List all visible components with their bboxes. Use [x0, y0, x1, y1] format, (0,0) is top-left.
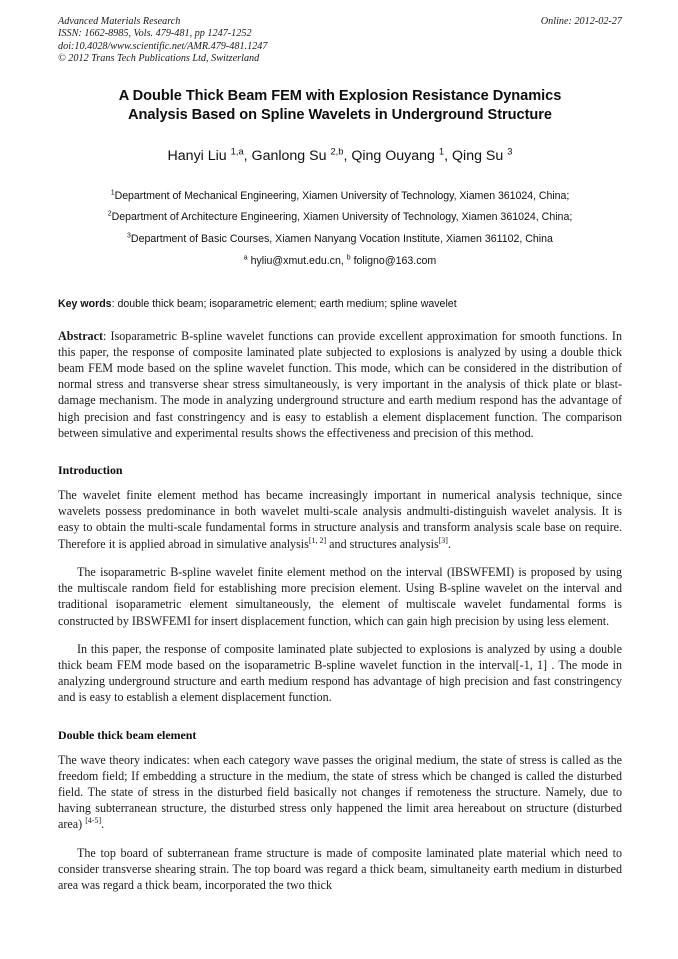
- abstract-label: Abstract: [58, 328, 104, 343]
- corresponding-emails: [58, 251, 622, 273]
- keywords-value: double thick beam; isoparametric element; earth medium; spline wavelet: [117, 297, 457, 310]
- paragraph-text: The wavelet finite element method has became increasingly important in numerical analysis technique, since wavelets possess predominance in both wavelet multi-scale analysis andmulti-distinguish wavelet analysis. It is easy to obtain the multi-scale fundamental forms in structure analysis and transform analysis scale base on require. Therefore it is applied abroad in simulative analysis: [58, 488, 622, 551]
- author-separator: ,: [243, 147, 252, 164]
- journal-issn-volume: ISSN: 1662-8985, Vols. 479-481, pp 1247-1252: [58, 28, 252, 40]
- author-name: Ganlong Su: [251, 147, 331, 164]
- title-line-2: Analysis Based on Spline Wavelets in Underground Structure: [128, 106, 552, 123]
- email-marker: a: [243, 254, 248, 262]
- keywords-separator: :: [111, 297, 118, 310]
- author-affiliation-marker: 3: [507, 145, 513, 156]
- affiliation-item: [58, 229, 622, 251]
- section-heading: Introduction: [58, 463, 123, 478]
- citation-reference: [3]: [438, 535, 448, 545]
- body-paragraph: [58, 641, 622, 706]
- section-heading: Double thick beam element: [58, 727, 197, 742]
- author-affiliation-marker: 1,a: [230, 145, 244, 156]
- paragraph-text: In this paper, the response of composite laminated plate subjected to explosions is analyzed by using a double thick beam FEM mode based on the isoparametric B-spline wavelet function in the interval[-1, 1] . The mode in analyzing underground structure and earth medium respond has advantage of high precision and fast constringency and is easy to establish a element displacement function.: [58, 641, 622, 705]
- body-paragraph: [58, 845, 622, 894]
- affiliation-list: [58, 186, 622, 273]
- body-paragraph: [58, 564, 622, 629]
- affiliation-marker: 1: [110, 189, 115, 197]
- author-name: Qing Su: [452, 147, 508, 164]
- author-list: [58, 147, 622, 165]
- keywords-label: Key words: [58, 297, 112, 310]
- page-title: [58, 87, 622, 125]
- body-paragraph: [58, 487, 622, 552]
- affiliation-marker: 2: [107, 210, 112, 218]
- email-address: hyliu@xmut.edu.cn: [247, 255, 341, 268]
- email-address: foligno@163.com: [350, 255, 437, 268]
- journal-header: [58, 16, 622, 66]
- paragraph-text: .: [447, 536, 451, 551]
- author-affiliation-marker: 2,b: [330, 145, 344, 156]
- affiliation-item: [58, 207, 622, 229]
- journal-header-left: [58, 16, 498, 66]
- journal-name: Advanced Materials Research: [58, 16, 181, 27]
- body-paragraph: [58, 752, 622, 833]
- paragraph-text: The top board of subterranean frame structure is made of composite laminated plate material which need to consider transverse shearing strain. The top board was regard a thick beam, simultaneity earth medium in disturbed area was regard a thick beam, incorporated the two thick: [58, 845, 622, 893]
- author-separator: ,: [444, 147, 452, 164]
- author-affiliation-marker: 1: [438, 145, 445, 156]
- email-marker: b: [346, 254, 351, 262]
- abstract-paragraph: [58, 328, 622, 441]
- author-separator: ,: [343, 147, 352, 164]
- abstract-text: Isoparametric B-spline wavelet functions can provide excellent approximation for smooth functions. In this paper, the response of composite laminated plate subjected to explosions is analyzed by using a double thick beam FEM mode based on the spline wavelet function. This mode, which can be considered in the distribution of normal stress and transverse shear stress simultaneously, is very important in the analysis of thick plate or blast-damage mechanism. The mode in analyzing underground structure and earth medium respond has the advantage of high precision and fast constringency and is easy to establish a element displacement function. The comparison between simulative and experimental results shows the effectiveness and precision of this method.: [58, 328, 622, 440]
- section-container: [58, 463, 622, 893]
- affiliation-text: Department of Mechanical Engineering, Xiamen University of Technology, Xiamen 361024, China;: [114, 189, 570, 202]
- citation-reference: [4-5]: [85, 816, 102, 826]
- author-name: Qing Ouyang: [351, 147, 439, 164]
- citation-reference: [1, 2]: [308, 535, 327, 545]
- affiliation-text: Department of Architecture Engineering, Xiamen University of Technology, Xiamen 361024, China;: [111, 211, 573, 224]
- online-publication-date: Online: 2012-02-27: [540, 16, 622, 27]
- paragraph-text: The wave theory indicates: when each category wave passes the original medium, the state of stress is called as the freedom field; If embedding a structure in the medium, the state of stress which be changed is called the disturbed field. The state of stress in the disturbed field basically not changes if remoteness the structure. Namely, due to having subterranean structure, the disturbed stress only happened the limit area hereabout on structure (disturbed area): [58, 752, 622, 832]
- keywords-line: [58, 297, 622, 312]
- page-content: [58, 16, 622, 893]
- journal-copyright: © 2012 Trans Tech Publications Ltd, Switzerland: [58, 53, 260, 65]
- title-line-1: A Double Thick Beam FEM with Explosion Resistance Dynamics: [118, 87, 562, 104]
- paragraph-text: .: [101, 817, 105, 832]
- affiliation-marker: 3: [127, 232, 131, 240]
- paragraph-text: The isoparametric B-spline wavelet finite element method on the interval (IBSWFEMI) is proposed by using the multiscale random field for establishing more precision element. Using B-spline wavelet on the interval and traditional isoparametric element simultaneously, the element of multiscale wavelet fundamental forms is constructed by IBSWFEMI for insert displacement function, which can gain high precision by using less element.: [58, 564, 622, 628]
- affiliation-text: Department of Basic Courses, Xiamen Nanyang Vocation Institute, Xiamen 361102, China: [130, 232, 553, 245]
- author-name: Hanyi Liu: [167, 147, 231, 164]
- affiliation-item: [58, 186, 622, 208]
- paragraph-text: and structures analysis: [326, 536, 439, 551]
- email-separator: ,: [340, 255, 347, 268]
- abstract-separator: :: [103, 328, 111, 343]
- journal-doi: doi:10.4028/www.scientific.net/AMR.479-481.1247: [58, 40, 268, 52]
